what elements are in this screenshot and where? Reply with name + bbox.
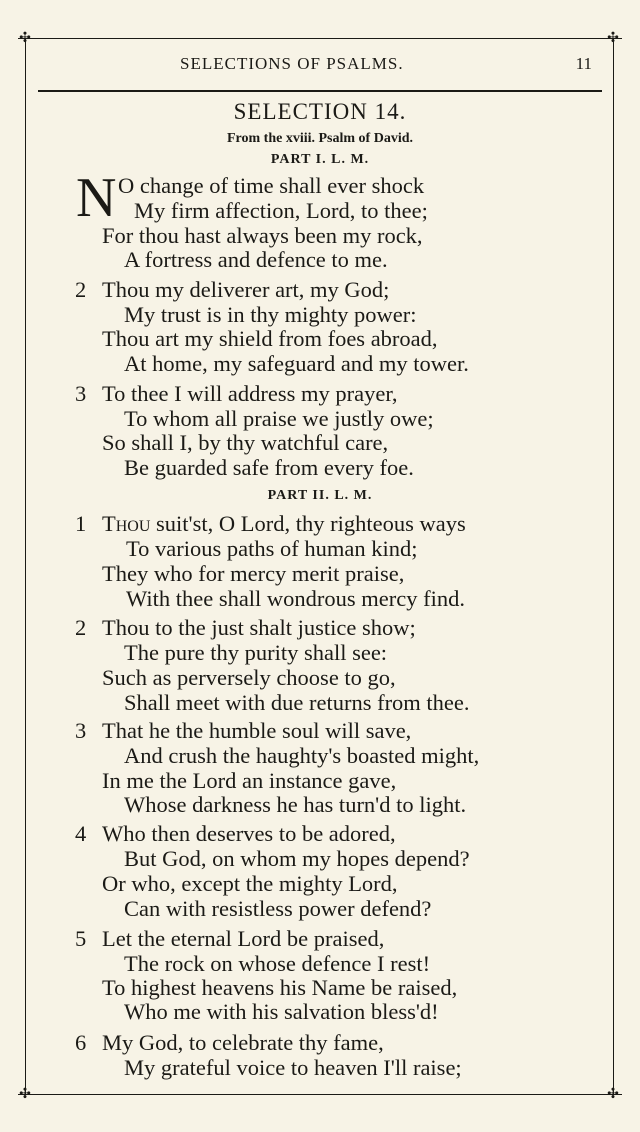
corner-ornament-icon: ✣ (607, 1086, 619, 1102)
verse-line: Can with resistless power defend? (124, 896, 432, 921)
verse-line: Such as perversely choose to go, (102, 665, 396, 690)
verse-line: To thee I will address my prayer, (102, 381, 398, 406)
corner-ornament-icon: ✣ (19, 1086, 31, 1102)
verse-line: To whom all praise we justly owe; (124, 406, 434, 431)
header-rule (38, 90, 602, 92)
running-title: SELECTIONS OF PSALMS. (180, 54, 404, 73)
drop-cap: N (76, 167, 117, 229)
verse-line: And crush the haughty's boasted might, (124, 743, 480, 768)
verse-number: 2 (75, 277, 87, 302)
verse-line (102, 511, 466, 537)
page-number: 11 (575, 54, 592, 73)
verse-line: Whose darkness he has turn'd to light. (124, 792, 467, 817)
part-heading: PART II. L. M. (267, 488, 373, 503)
verse-line: That he the humble soul will save, (102, 718, 412, 743)
verse-line: My trust is in thy mighty power: (124, 302, 417, 327)
corner-ornament-icon: ✣ (19, 30, 31, 46)
verse-line: But God, on whom my hopes depend? (124, 846, 470, 871)
verse-line: My grateful voice to heaven I'll raise; (124, 1055, 462, 1080)
verse-number: 4 (75, 821, 87, 846)
verse-line: They who for mercy merit praise, (102, 561, 405, 586)
verse-line: A fortress and defence to me. (124, 247, 388, 272)
page-header (40, 54, 600, 78)
verse-line: Or who, except the mighty Lord, (102, 871, 398, 896)
verse-number: 5 (75, 926, 87, 951)
verse-line: Who then deserves to be adored, (102, 821, 396, 846)
frame-bottom-rule (18, 1094, 622, 1095)
verse-line: The pure thy purity shall see: (124, 640, 388, 665)
frame-top-rule (18, 38, 622, 39)
verse-number: 3 (75, 718, 87, 743)
small-caps-word: Thou (102, 511, 151, 536)
verse-line: The rock on whose defence I rest! (124, 951, 431, 976)
verse-line: In me the Lord an instance gave, (102, 768, 397, 793)
verse-line: So shall I, by thy watchful care, (102, 430, 389, 455)
verse-line: With thee shall wondrous mercy find. (126, 586, 466, 611)
frame-right-rule (613, 38, 614, 1094)
verse-line: My firm affection, Lord, to thee; (134, 198, 428, 223)
verse-line: At home, my safeguard and my tower. (124, 351, 469, 376)
verse-line: Thou my deliverer art, my God; (102, 277, 390, 302)
verse-line: My God, to celebrate thy fame, (102, 1030, 384, 1055)
verse-line: Who me with his salvation bless'd! (124, 999, 439, 1024)
verse-number: 1 (75, 511, 87, 536)
part-heading: PART I. L. M. (270, 152, 370, 167)
verse-line: Be guarded safe from every foe. (124, 455, 414, 480)
verse-number: 2 (75, 615, 87, 640)
selection-subtitle: From the xviii. Psalm of David. (226, 131, 413, 146)
verse-line: Let the eternal Lord be praised, (102, 926, 385, 951)
verse-line: Thou art my shield from foes abroad, (102, 326, 438, 351)
selection-title: SELECTION 14. (233, 99, 407, 124)
verse-line-rest: suit'st, O Lord, thy righteous ways (150, 511, 466, 536)
verse-line: Shall meet with due returns from thee. (124, 690, 470, 715)
verse-line: To various paths of human kind; (126, 536, 418, 561)
verse-line: O change of time shall ever shock (118, 173, 425, 198)
corner-ornament-icon: ✣ (607, 30, 619, 46)
frame-left-rule (25, 38, 26, 1094)
verse-line: For thou hast always been my rock, (102, 223, 423, 248)
verse-number: 6 (75, 1030, 87, 1055)
verse-number: 3 (75, 381, 87, 406)
verse-line: To highest heavens his Name be raised, (102, 975, 458, 1000)
verse-line: Thou to the just shalt justice show; (102, 615, 416, 640)
